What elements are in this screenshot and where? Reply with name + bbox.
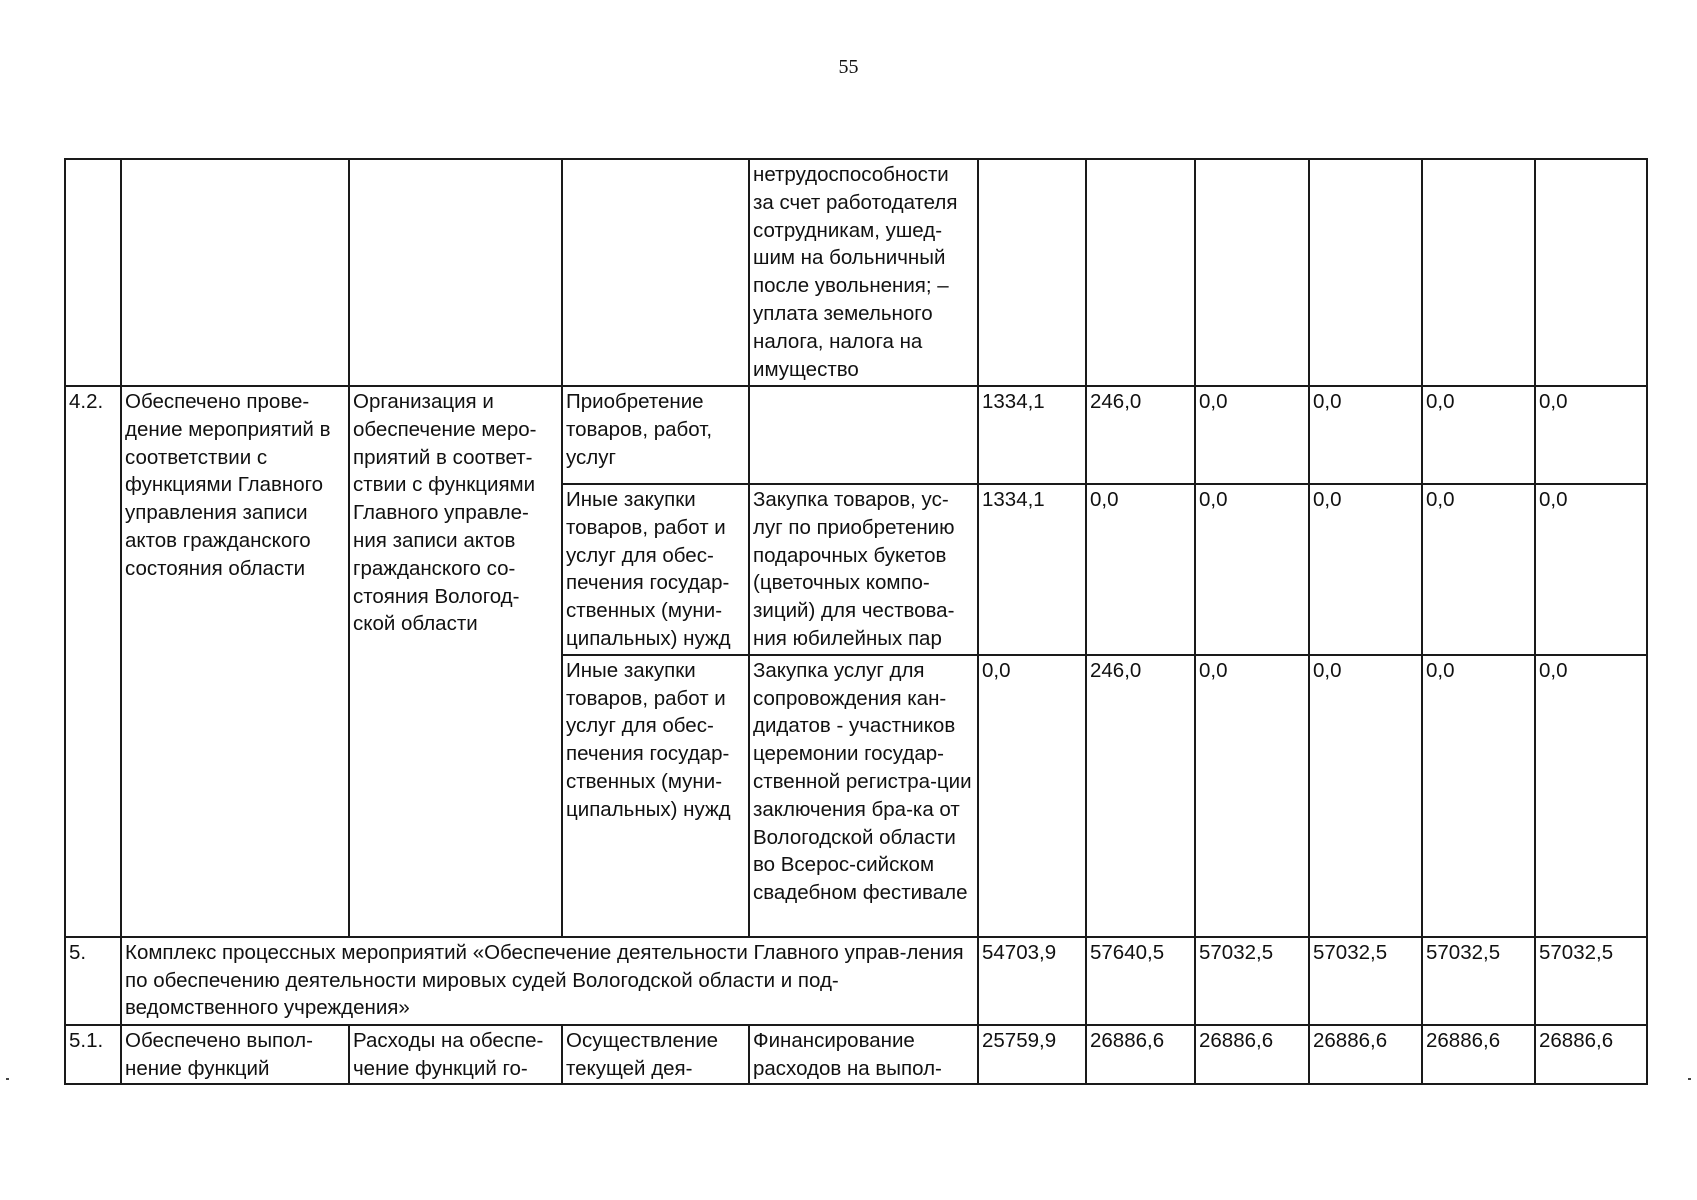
value-cell [1309, 159, 1422, 386]
measure-cell: Организация и обеспечение меро-приятий в соответ-ствии с функциями Главного управле-ния записи актов гражданского со-стояния Вологод-ской области [349, 386, 562, 937]
value-cell [1195, 159, 1309, 386]
description-cell: Закупка услуг для сопровождения кан-дидатов - участников церемонии государ-ственной регистра-ции заключения бра-ка от Вологодской области во Всерос-сийском свадебном фестивале [749, 655, 978, 937]
value-cell: 1334,1 [978, 386, 1086, 484]
expense-type-cell: Иные закупки товаров, работ и услуг для обес-печения государ-ственных (муни-ципальных) нужд [562, 655, 749, 937]
value-cell [1535, 159, 1647, 386]
budget-table [64, 158, 1648, 1085]
value-cell: 246,0 [1086, 386, 1195, 484]
result-cell: Обеспечено выпол-нение функций [121, 1025, 349, 1085]
value-cell: 0,0 [1422, 484, 1535, 655]
row-number-cell: 5. [65, 937, 121, 1025]
value-cell: 1334,1 [978, 484, 1086, 655]
value-cell: 57640,5 [1086, 937, 1195, 1025]
value-cell: 26886,6 [1195, 1025, 1309, 1085]
value-cell: 26886,6 [1422, 1025, 1535, 1085]
value-cell: 0,0 [1195, 655, 1309, 937]
value-cell: 57032,5 [1535, 937, 1647, 1025]
section-title-cell: Комплекс процессных мероприятий «Обеспечение деятельности Главного управ-ления по обеспечению деятельности мировых судей Вологодской области и под-ведомственного учреждения» [121, 937, 978, 1025]
row-number-cell [65, 159, 121, 386]
value-cell: 57032,5 [1309, 937, 1422, 1025]
row-number-cell: 5.1. [65, 1025, 121, 1085]
value-cell: 246,0 [1086, 655, 1195, 937]
value-cell: 0,0 [1535, 655, 1647, 937]
description-cell: Закупка товаров, ус-луг по приобретению подарочных букетов (цветочных компо-зиций) для чествова-ния юбилейных пар [749, 484, 978, 655]
value-cell: 26886,6 [1086, 1025, 1195, 1085]
description-cell: нетрудоспособности за счет работодателя сотрудникам, ушед-шим на больничный после увольнения; – уплата земельного налога, налога на имущество [749, 159, 978, 386]
value-cell: 0,0 [1535, 484, 1647, 655]
expense-type-cell: Иные закупки товаров, работ и услуг для обес-печения государ-ственных (муни-ципальных) нужд [562, 484, 749, 655]
value-cell: 54703,9 [978, 937, 1086, 1025]
description-cell: Финансирование расходов на выпол- [749, 1025, 978, 1085]
scan-edge-mark [1688, 1078, 1691, 1080]
description-cell [749, 386, 978, 484]
value-cell: 0,0 [1309, 386, 1422, 484]
row-number-cell: 4.2. [65, 386, 121, 937]
expense-type-cell [562, 159, 749, 386]
page-number: 55 [838, 56, 859, 78]
value-cell: 0,0 [1422, 655, 1535, 937]
result-cell [121, 159, 349, 386]
table-row [65, 937, 1647, 1025]
value-cell: 0,0 [1422, 386, 1535, 484]
result-cell: Обеспечено прове-дение мероприятий в соответствии с функциями Главного управления записи актов гражданского состояния области [121, 386, 349, 937]
table-row [65, 159, 1647, 386]
value-cell [978, 159, 1086, 386]
value-cell: 57032,5 [1422, 937, 1535, 1025]
value-cell: 0,0 [1086, 484, 1195, 655]
value-cell: 26886,6 [1535, 1025, 1647, 1085]
value-cell: 0,0 [1535, 386, 1647, 484]
value-cell: 26886,6 [1309, 1025, 1422, 1085]
measure-cell: Расходы на обеспе-чение функций го- [349, 1025, 562, 1085]
value-cell: 25759,9 [978, 1025, 1086, 1085]
expense-type-cell: Приобретение товаров, работ, услуг [562, 386, 749, 484]
table-row [65, 1025, 1647, 1085]
value-cell: 57032,5 [1195, 937, 1309, 1025]
value-cell: 0,0 [1309, 484, 1422, 655]
measure-cell [349, 159, 562, 386]
table-row [65, 386, 1647, 484]
value-cell: 0,0 [1195, 386, 1309, 484]
scan-edge-mark [6, 1078, 9, 1080]
value-cell [1086, 159, 1195, 386]
expense-type-cell: Осуществление текущей дея- [562, 1025, 749, 1085]
value-cell: 0,0 [1195, 484, 1309, 655]
value-cell: 0,0 [1309, 655, 1422, 937]
value-cell [1422, 159, 1535, 386]
value-cell: 0,0 [978, 655, 1086, 937]
